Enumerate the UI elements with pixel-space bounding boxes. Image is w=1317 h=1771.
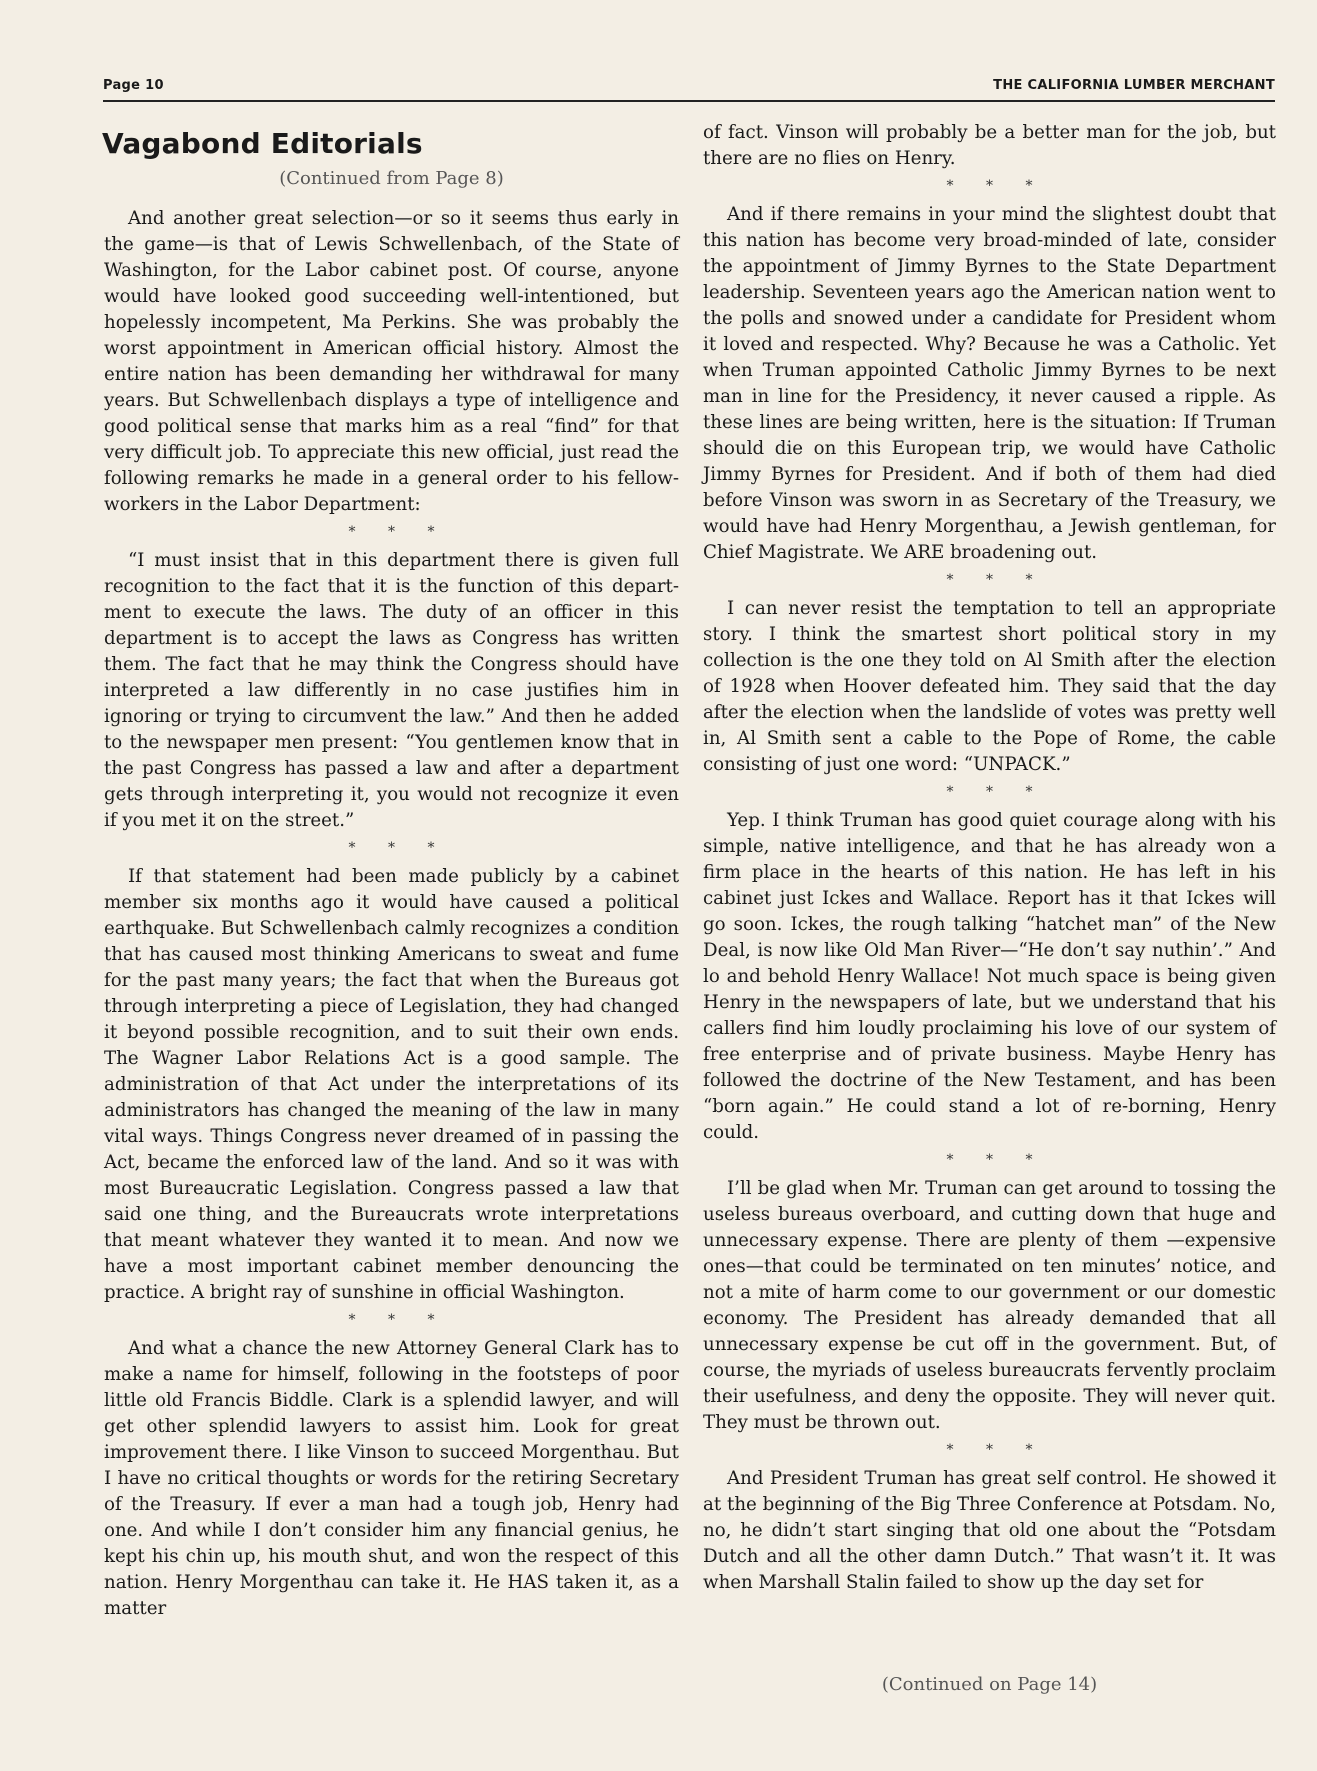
paragraph: “I must insist that in this department there is given full recognition to the fact that it is the function of this department to execute the laws. The duty of an officer in this department is to accept the laws as Congress has written them. The fact that he may think the Congress should have interpreted a law differently in no case justifies him in ignoring or trying to circumvent the law.” And then he added to the newspaper men present: “You gentlemen know that in the past Congress has passed a law and after a department gets through interpreting it, you would not recognize it even if you met it on the street.”: [104, 550, 679, 831]
section-separator: * * *: [946, 572, 1047, 588]
paragraph: And if there remains in your mind the slightest doubt that this nation has become very broad-minded of late, consider the appointment of Jimmy Byrnes to the State Department leadership. Seventeen years ago the American nation went to the polls and snowed under a candidate for President whom it loved and respected. Why? Because he was a Catholic. Yet when Truman appointed Catholic Jimmy Byrnes to be next man in line for the Presidency, it never caused a ripple. As these lines are being written, here is the situation: If Truman should die on this European trip, we would have Catholic Jimmy Byrnes for President. And if both of them had died before Vinson was sworn in as Secretary of the Treasury, we would have had Henry Morgenthau, a Jewish gentleman, for Chief Magistrate. We ARE broadening out.: [703, 204, 1276, 563]
paragraph: I’ll be glad when Mr. Truman can get around to tossing the useless bureaus overboard, and cutting down that huge and unnecessary expense. There are plenty of them —expensive ones—that could be terminated on ten minutes’ notice, and not a mite of harm come to our government or our domestic economy. The President has already demanded that all unnecessary expense be cut off in the government. But, of course, the myriads of useless bureaucrats fervently proclaim their usefulness, and deny the opposite. They will never quit. They must be thrown out.: [703, 1178, 1276, 1433]
section-separator: * * *: [348, 840, 449, 856]
section-separator: * * *: [946, 1152, 1047, 1168]
paragraph: And President Truman has great self control. He showed it at the beginning of the Big Three Conference at Potsdam. No, no, he didn’t start singing that old one about the “Potsdam Dutch and all the other damn Dutch.” That wasn’t it. It was when Marshall Stalin failed to show up the day set for: [703, 1468, 1276, 1593]
continued-on-note: (Continued on Page 14): [881, 1674, 1098, 1695]
section-separator: * * *: [946, 784, 1047, 800]
continued-from-note: (Continued from Page 8): [279, 168, 504, 189]
paragraph: And another great selection—or so it seems thus early in the game—is that of Lewis Schwellenbach, of the State of Washington, for the Labor cabinet post. Of course, anyone would have looked good succeeding well-intentioned, but hopelessly incompetent, Ma Perkins. She was probably the worst appointment in American official history. Almost the entire nation has been demanding her withdrawal for many years. But Schwellenbach displays a type of intelligence and good political sense that marks him as a real “find” for that very difficult job. To appreciate this new official, just read the following remarks he made in a general order to his fellow-workers in the Labor Department:: [104, 208, 679, 515]
paragraph: of fact. Vinson will probably be a better man for the job, but there are no flies on Henry.: [703, 122, 1276, 169]
section-separator: * * *: [946, 1442, 1047, 1458]
page-number: Page 10: [103, 78, 164, 93]
paragraph: And what a chance the new Attorney General Clark has to make a name for himself, following in the footsteps of poor little old Francis Biddle. Clark is a splendid lawyer, and will get other splendid lawyers to assist him. Look for great improvement there. I like Vinson to succeed Morgenthau. But I have no critical thoughts or words for the retiring Secretary of the Treasury. If ever a man had a tough job, Henry had one. And while I don’t consider him any financial genius, he kept his chin up, his mouth shut, and won the respect of this nation. Henry Morgenthau can take it. He HAS taken it, as a matter: [104, 1338, 679, 1619]
section-separator: * * *: [348, 1312, 449, 1328]
section-separator: * * *: [946, 178, 1047, 194]
running-header: [103, 78, 1275, 102]
paragraph: I can never resist the temptation to tell an appropriate story. I think the smartest short political story in my collection is the one they told on Al Smith after the election of 1928 when Hoover defeated him. They said that the day after the election when the landslide of votes was pretty well in, Al Smith sent a cable to the Pope of Rome, the cable consisting of just one word: “UNPACK.”: [703, 598, 1276, 775]
left-column: [104, 120, 679, 1622]
paragraph: Yep. I think Truman has good quiet courage along with his simple, native intelligence, and that he has already won a firm place in the hearts of this nation. He has left in his cabinet just Ickes and Wallace. Report has it that Ickes will go soon. Ickes, the rough talking “hatchet man” of the New Deal, is now like Old Man River—“He don’t say nuthin’.” And lo and behold Henry Wallace! Not much space is being given Henry in the newspapers of late, but we understand that his callers find him loudly proclaiming his love of our system of free enterprise and of private business. Maybe Henry has followed the doctrine of the New Testament, and has been “born again.” He could stand a lot of re-borning, Henry could.: [703, 810, 1276, 1143]
paragraph: If that statement had been made publicly by a cabinet member six months ago it would have caused a political earthquake. But Schwellenbach calmly recognizes a condition that has caused most thinking Americans to sweat and fume for the past many years; the fact that when the Bureaus got through interpreting a piece of Legislation, they had changed it beyond possible recognition, and to suit their own ends. The Wagner Labor Relations Act is a good sample. The administration of that Act under the interpretations of its administrators has changed the meaning of the law in many vital ways. Things Congress never dreamed of in passing the Act, became the enforced law of the land. And so it was with most Bureaucratic Legislation. Congress passed a law that said one thing, and the Bureaucrats wrote interpretations that meant whatever they wanted it to mean. And now we have a most important cabinet member denouncing the practice. A bright ray of sunshine in official Washington.: [104, 866, 679, 1303]
right-column: [703, 120, 1276, 1596]
section-separator: * * *: [348, 524, 449, 540]
article-title: Vagabond Editorials: [102, 127, 423, 160]
publication-name: THE CALIFORNIA LUMBER MERCHANT: [993, 78, 1275, 93]
